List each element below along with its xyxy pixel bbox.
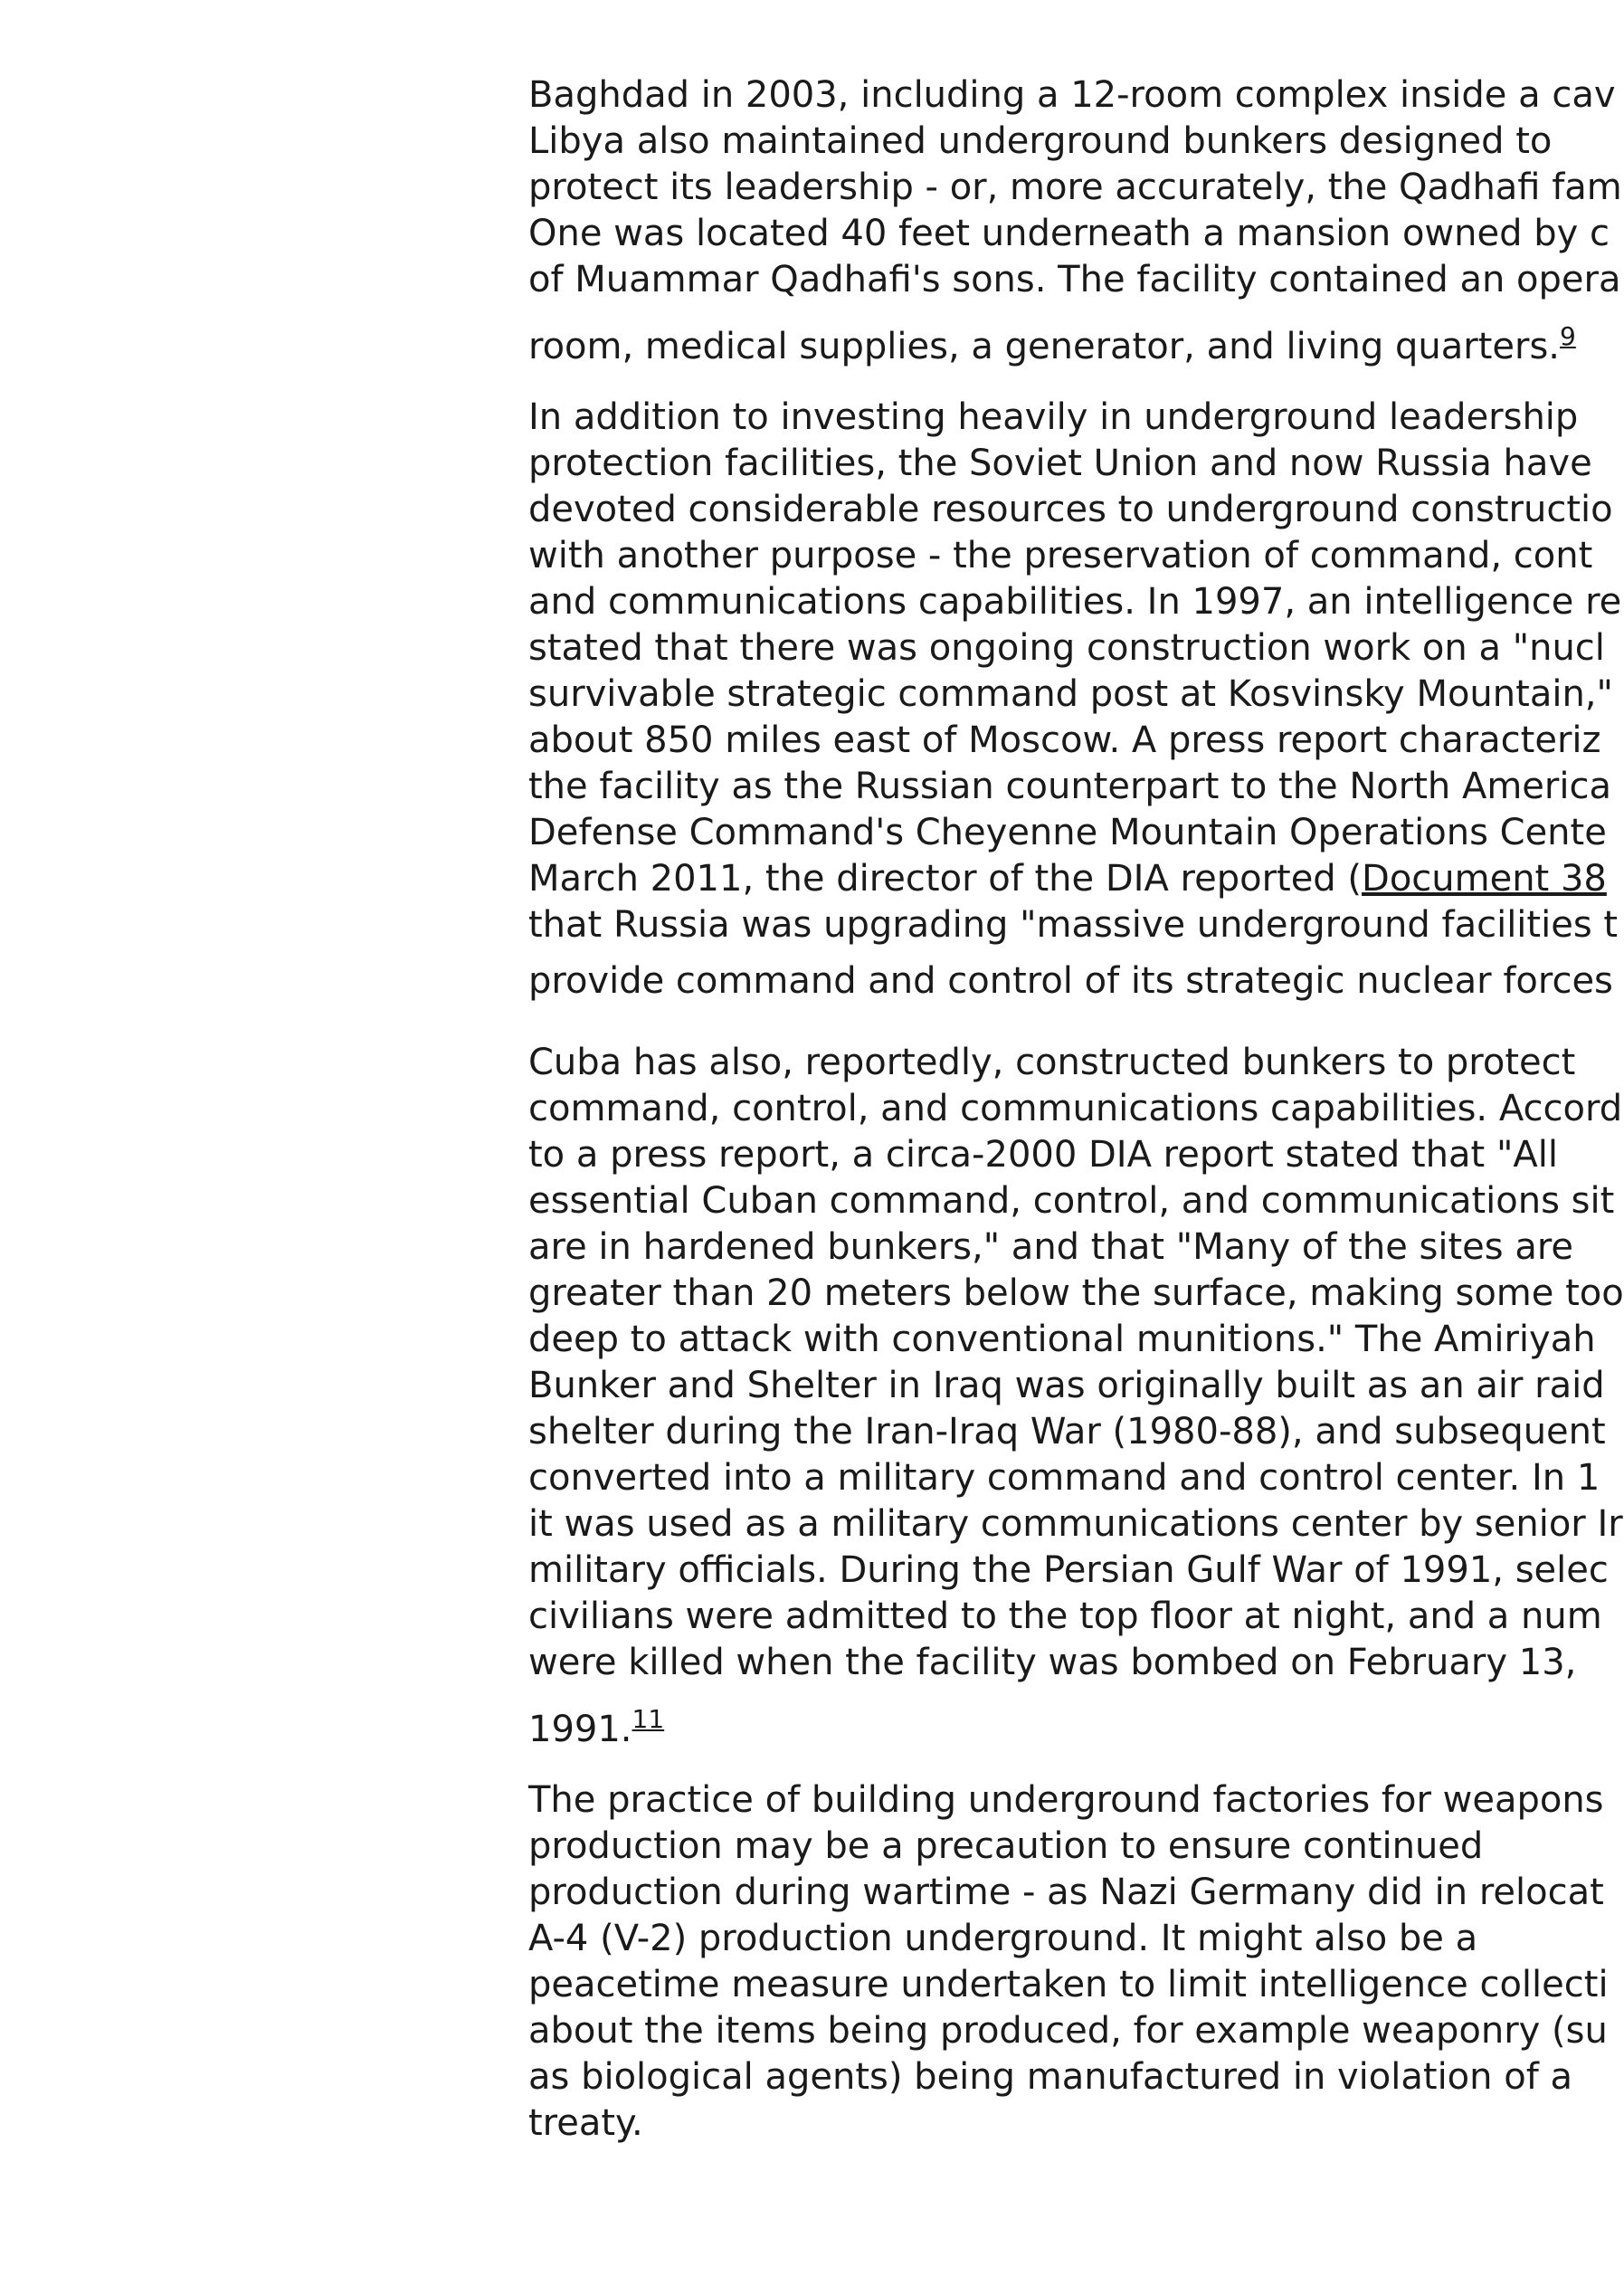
text-line: to a press report, a circa-2000 DIA report stated that "All [528,1134,1558,1176]
text-line: Libya also maintained underground bunkers designed to [528,120,1553,162]
text-line: protection facilities, the Soviet Union and now Russia have [528,443,1592,484]
text-line: shelter during the Iran-Iraq War (1980-88), and subsequent [528,1411,1606,1453]
article-body [528,72,1624,2182]
text-line: about 850 miles east of Moscow. A press report characteriz [528,719,1601,761]
text-line-with-footnote [528,303,1578,367]
text-line: 1991. [528,1709,632,1750]
text-line: devoted considerable resources to underground constructio [528,489,1613,530]
text-line-with-link [528,856,1607,902]
text-line: are in hardened bunkers," and that "Many of the sites are [528,1226,1573,1268]
text-line: treaty. [528,2102,643,2144]
text-line: military officials. During the Persian Gulf War of 1991, selec [528,1549,1609,1591]
text-line: Bunker and Shelter in Iraq was originally built as an air raid [528,1365,1605,1406]
paragraph-russia-command-posts [528,395,1622,1005]
paragraph-cuba-iraq-bunkers [528,1040,1624,1750]
text-line: March 2011, the director of the DIA reported ( [528,858,1363,900]
text-line-with-footnote [528,1686,1578,1750]
text-line: and communications capabilities. In 1997, an intelligence re [528,581,1622,623]
text-line: provide command and control of its strategic nuclear forces [528,960,1613,1002]
text-line: deep to attack with conventional munitions." The Amiriyah [528,1319,1596,1360]
text-line: Defense Command's Cheyenne Mountain Operations Cente [528,812,1607,853]
text-line: production during wartime - as Nazi Germany did in relocat [528,1872,1604,1913]
text-line: were killed when the facility was bombed on February 13, [528,1642,1577,1683]
text-line: civilians were admitted to the top floor at night, and a num [528,1595,1602,1637]
text-line: peacetime measure undertaken to limit intelligence collecti [528,1964,1609,2005]
text-line: stated that there was ongoing construction work on a "nucl [528,627,1605,669]
text-line: command, control, and communications capabilities. Accord [528,1088,1623,1129]
text-line: In addition to investing heavily in underground leadership [528,396,1579,438]
text-line: A-4 (V-2) production underground. It might also be a [528,1918,1478,1959]
text-line: One was located 40 feet underneath a mansion owned by c [528,213,1610,254]
text-line: production may be a precaution to ensure continued [528,1825,1484,1867]
text-line: room, medical supplies, a generator, and living quarters. [528,326,1560,367]
text-line: essential Cuban command, control, and communications sit [528,1180,1615,1222]
text-line: greater than 20 meters below the surface, making some too [528,1272,1624,1314]
text-line: survivable strategic command post at Kosvinsky Mountain," [528,673,1613,715]
footnote-link-9[interactable]: 9 [1560,321,1576,351]
text-line: that Russia was upgrading "massive underground facilities t [528,904,1619,946]
footnote-link-11[interactable]: 11 [632,1704,665,1734]
text-line: Baghdad in 2003, including a 12-room complex inside a cav [528,74,1616,116]
text-line: converted into a military command and control center. In 1 [528,1457,1600,1499]
text-line: it was used as a military communications center by senior Ir [528,1503,1623,1545]
text-line: Cuba has also, reportedly, constructed bunkers to protect [528,1042,1576,1083]
text-line: with another purpose - the preservation of command, cont [528,535,1593,576]
text-line: the facility as the Russian counterpart to the North America [528,766,1611,807]
document-38-link[interactable]: Document 38 [1362,858,1607,900]
text-line: The practice of building underground factories for weapons [528,1779,1604,1821]
text-line: protect its leadership - or, more accurately, the Qadhafi fam [528,167,1622,208]
paragraph-libya-bunkers [528,72,1622,367]
text-line: about the items being produced, for example weaponry (su [528,2010,1608,2052]
paragraph-underground-factories [528,1777,1609,2147]
text-line: of Muammar Qadhafi's sons. The facility contained an opera [528,259,1621,300]
text-line: as biological agents) being manufactured in violation of a [528,2056,1573,2098]
